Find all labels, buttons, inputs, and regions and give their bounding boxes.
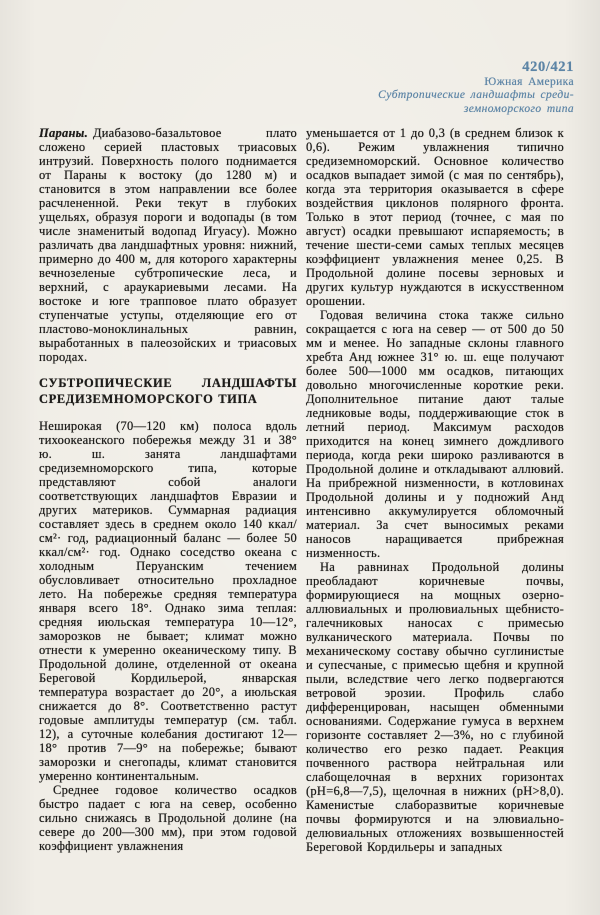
left-column xyxy=(39,126,297,853)
page-numbers: 420/421 xyxy=(522,59,574,75)
run-in-term-parany: Параны. xyxy=(39,126,88,140)
header-region-title: Южная Америка xyxy=(484,76,574,88)
page-header xyxy=(274,60,574,116)
right-column xyxy=(306,126,564,854)
paragraph-moisture-regime: уменьшается от 1 до 0,3 (в среднем близок к 0,6). Режим увлажнения типично средиземноморский. Основное количество осадков выпадает зимой (с мая по сентябрь), когда эта территория оказывается в сфере воздействия циклонов полярного фронта. Только в этот период (точнее, с мая по август) осадки превышают испаряемость; в течение шести-семи самых теплых месяцев коэффициент увлажнения менее 0,25. В Продольной долине посевы зерновых и других культур нуждаются в искусственном орошении. xyxy=(306,126,564,308)
header-section-title-line1: Субтропические ландшафты среди- xyxy=(378,89,574,101)
section-heading-subtropical-landscapes: СУБТРОПИЧЕСКИЕ ЛАНДШАФТЫ СРЕДИЗЕМНОМОРСКОГО ТИПА xyxy=(39,376,297,406)
header-section-title-line2: земноморского типа xyxy=(463,102,574,115)
paragraph-precipitation: Среднее годовое количество осадков быстро падает с юга на север, особенно сильно снижаясь в Продольной долине (на севере до 200—300 мм), при этом годовой коэффициент увлажнения xyxy=(39,783,297,853)
paragraph-parana-plateau xyxy=(39,126,297,364)
paragraph-climate-overview: Неширокая (70—120 км) полоса вдоль тихоокеанского побережья между 31 и 38° ю. ш. занята ландшафтами средиземноморского типа, которые представляют собой аналоги соответствующих ландшафтов Евразии и других материков. Суммарная радиация составляет здесь в среднем около 140 ккал/см²· год, радиационный баланс — более 50 ккал/см²· год. Однако соседство океана с холодным Перуанским течением обусловливает относительно прохладное лето. На побережье средняя температура января всего 18°. Однако зима теплая: средняя июльская температура 10—12°, заморозков не бывает; климат можно отнести к умеренно океаническому типу. В Продольной долине, отделенной от океана Береговой Кордильерой, январская температура возрастает до 20°, а июльская снижается до 8°. Соответственно растут годовые амплитуды температур (см. табл. 12), а суточные колебания достигают 12—18° против 7—9° на побережье; бывают заморозки и снегопады, климат становится умеренно континентальным. xyxy=(39,419,297,783)
paragraph-soils: На равнинах Продольной долины преобладают коричневые почвы, формирующиеся на мощных озерно-аллювиальных и пролювиальных щебнисто-галечниковых наносах с примесью вулканического материала. Почвы по механическому составу обычно суглинистые и супесчаные, с примесью щебня и крупной пыли, вследствие чего легко подвергаются ветровой эрозии. Профиль слабо дифференцирован, насыщен обменными основаниями. Содержание гумуса в верхнем горизонте составляет 2—3%, но с глубиной количество его резко падает. Реакция почвенного раствора нейтральная или слабощелочная в верхних горизонтах (pH=6,8—7,5), щелочная в нижних (pH>8,0). Каменистые слаборазвитые коричневые почвы формируются и на элювиально-делювиальных отложениях возвышенностей Береговой Кордильеры и западных xyxy=(306,560,564,854)
paragraph-annual-runoff: Годовая величина стока также сильно сокращается с юга на север — от 500 до 50 мм и менее. Но западные склоны главного хребта Анд южнее 31° ю. ш. еще получают более 500—1000 мм осадков, питающих довольно многочисленные короткие реки. Дополнительное питание дают талые ледниковые воды, поддерживающие сток в летний период. Максимум расходов приходится на конец зимнего дождливого периода, когда реки широко разливаются в Продольной долине и откладывают аллювий. На прибрежной низменности, в котловинах Продольной долины и у подножий Анд интенсивно аккумулируется обломочный материал. За счет выносимых реками наносов наращивается прибрежная низменность. xyxy=(306,308,564,560)
paragraph-parana-plateau-text: Диабазово-базальтовое плато сложено серией пластовых триасовых интрузий. Поверхность полого поднимается от Параны к востоку (до 1280 м) и становится в этом направлении все более расчлененной. Реки текут в глубоких ущельях, образуя пороги и водопады (в том числе знаменитый водопад Игуасу). Можно различать два ландшафтных уровня: нижний, примерно до 400 м, для которого характерны вечнозеленые субтропические леса, и верхний, с араукариевыми лесами. На востоке и юге трапповое плато образует ступенчатые уступы, отделяющие его от пластово-моноклинальных равнин, выработанных в палеозойских и триасовых породах. xyxy=(39,126,297,364)
